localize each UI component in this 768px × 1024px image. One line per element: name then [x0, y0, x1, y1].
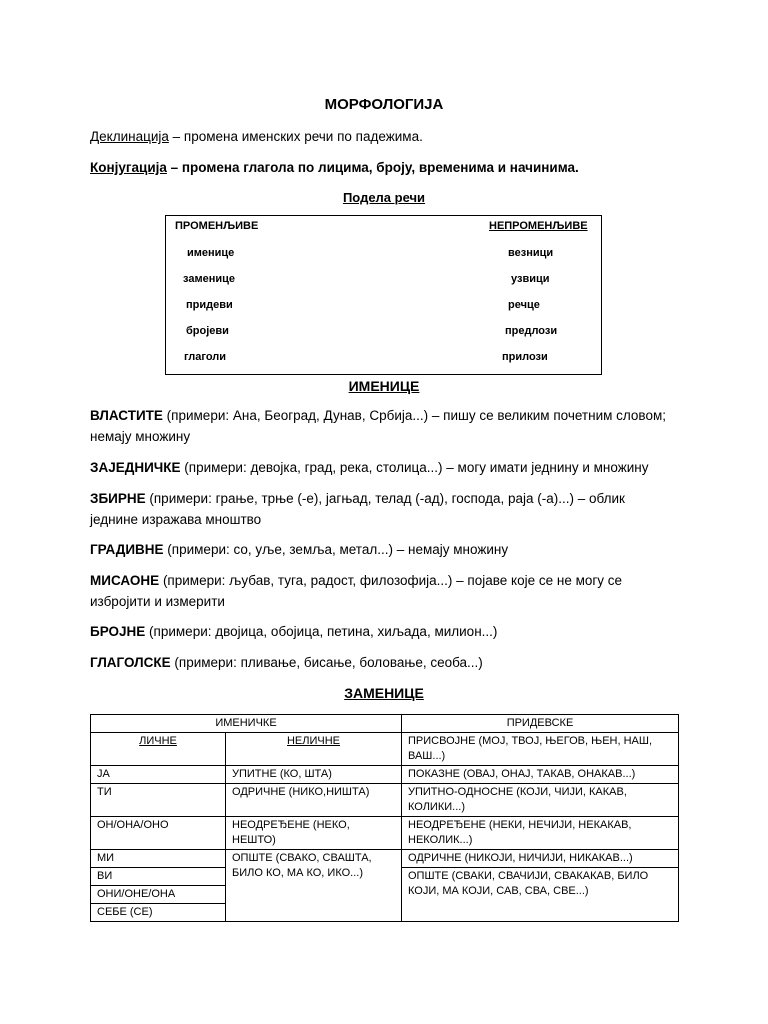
table-cell: ОДРИЧНЕ (НИКО,НИШТА) [226, 784, 402, 817]
nouns-title: ИМЕНИЦЕ [348, 378, 420, 394]
table-cell: НЕОДРЕЂЕНЕ (НЕКО, НЕШТО) [226, 817, 402, 850]
noun-type-verbal [90, 652, 690, 673]
personal-header: ЛИЧНЕ [91, 733, 226, 766]
noun-description: (примери: двојица, обојица, петина, хиљада, милион...) [145, 624, 498, 639]
word-division-title: Подела речи [342, 190, 426, 205]
definition-text: – промена глагола по лицима, броју, временима и начинима. [166, 160, 579, 175]
noun-type-common [90, 457, 690, 478]
noun-description-cont: немају множину [90, 429, 191, 444]
unchangeable-item: везници [508, 247, 554, 259]
word-division-box [165, 215, 602, 375]
changeable-item: заменице [183, 273, 235, 285]
table-cell: УПИТНО-ОДНОСНЕ (КОЈИ, ЧИЈИ, КАКАВ, КОЛИКИ...) [402, 784, 679, 817]
unchangeable-header: НЕПРОМЕНЉИВЕ [489, 220, 588, 232]
unchangeable-item: речце [508, 299, 540, 311]
table-cell: ОНИ/ОНЕ/ОНА [91, 886, 226, 904]
noun-category: ЗБИРНЕ [90, 491, 146, 506]
table-row [91, 733, 679, 766]
changeable-item: именице [187, 247, 235, 259]
noun-category: ГРАДИВНЕ [90, 542, 164, 557]
table-cell: ПОКАЗНЕ (ОВАЈ, ОНАЈ, ТАКАВ, ОНАКАВ...) [402, 766, 679, 784]
noun-description: (примери: грање, трње (-е), јагњад, телад (-ад), господа, раја (-а)...) – облик [145, 491, 625, 506]
table-cell: СЕБЕ (СЕ) [91, 904, 226, 922]
definition-declension [90, 129, 423, 144]
table-cell: ВИ [91, 868, 226, 886]
table-cell: ЈА [91, 766, 226, 784]
pronouns-title: ЗАМЕНИЦЕ [344, 685, 424, 701]
page-title: МОРФОЛОГИЈА [324, 96, 444, 113]
table-cell: УПИТНЕ (КО, ШТА) [226, 766, 402, 784]
table-row [91, 766, 679, 784]
changeable-item: придеви [186, 299, 233, 311]
table-row [91, 817, 679, 850]
table-cell: ОН/ОНА/ОНО [91, 817, 226, 850]
definition-text: – промена именских речи по падежима. [168, 129, 423, 144]
noun-category: БРОЈНЕ [90, 624, 146, 639]
noun-description-cont: једнине изражава мноштво [90, 512, 262, 527]
table-cell: МИ [91, 850, 226, 868]
unchangeable-item: узвици [511, 273, 550, 285]
noun-description: (примери: љубав, туга, радост, филозофија...) – појаве које се не могу се [159, 573, 623, 588]
noun-description: (примери: Ана, Београд, Дунав, Србија...) – пишу се великим почетним словом; [162, 408, 666, 423]
noun-category: ЗАЈЕДНИЧКЕ [90, 460, 181, 475]
table-row [91, 850, 679, 868]
noun-type-collective [90, 488, 690, 530]
noun-category: МИСАОНЕ [90, 573, 160, 588]
changeable-item: глаголи [184, 351, 227, 363]
noun-pronouns-header: ИМЕНИЧКЕ [91, 715, 402, 733]
impersonal-header: НЕЛИЧНЕ [226, 733, 402, 766]
table-cell: ПРИСВОЈНЕ (МОЈ, ТВОЈ, ЊЕГОВ, ЊЕН, НАШ, ВАШ...) [402, 733, 679, 766]
pronouns-table [90, 714, 679, 922]
table-cell: ОПШТЕ (СВАКИ, СВАЧИЈИ, СВАКАКАВ, БИЛО КОЈИ, МА КОЈИ, САВ, СВА, СВЕ...) [402, 868, 679, 922]
table-cell: ОДРИЧНЕ (НИКОЈИ, НИЧИЈИ, НИКАКАВ...) [402, 850, 679, 868]
noun-type-abstract [90, 570, 690, 612]
noun-type-proper [90, 405, 690, 447]
unchangeable-item: прилози [502, 351, 548, 363]
table-cell: НЕОДРЕЂЕНЕ (НЕКИ, НЕЧИЈИ, НЕКАКАВ, НЕКОЛИК...) [402, 817, 679, 850]
adjective-pronouns-header: ПРИДЕВСКЕ [402, 715, 679, 733]
changeable-header: ПРОМЕНЉИВЕ [175, 220, 259, 232]
table-row [91, 784, 679, 817]
noun-description: (примери: пливање, бисање, боловање, сеоба...) [170, 655, 483, 670]
unchangeable-item: предлози [505, 325, 558, 337]
noun-description-cont: избројити и измерити [90, 594, 225, 609]
noun-category: ВЛАСТИТЕ [90, 408, 163, 423]
definition-conjugation [90, 160, 579, 175]
noun-type-numeral [90, 621, 690, 642]
noun-type-material [90, 539, 690, 560]
noun-description: (примери: девојка, град, река, столица...) – могу имати једнину и множину [180, 460, 649, 475]
definition-term: Деклинација [90, 129, 169, 144]
noun-description: (примери: со, уље, земља, метал...) – немају множину [163, 542, 509, 557]
noun-category: ГЛАГОЛСКЕ [90, 655, 171, 670]
table-cell: ОПШТЕ (СВАКО, СВАШТА, БИЛО КО, МА КО, ИКО...) [226, 850, 402, 922]
table-cell: ТИ [91, 784, 226, 817]
changeable-item: бројеви [186, 325, 229, 337]
table-row [91, 715, 679, 733]
definition-term: Конјугација [90, 160, 167, 175]
